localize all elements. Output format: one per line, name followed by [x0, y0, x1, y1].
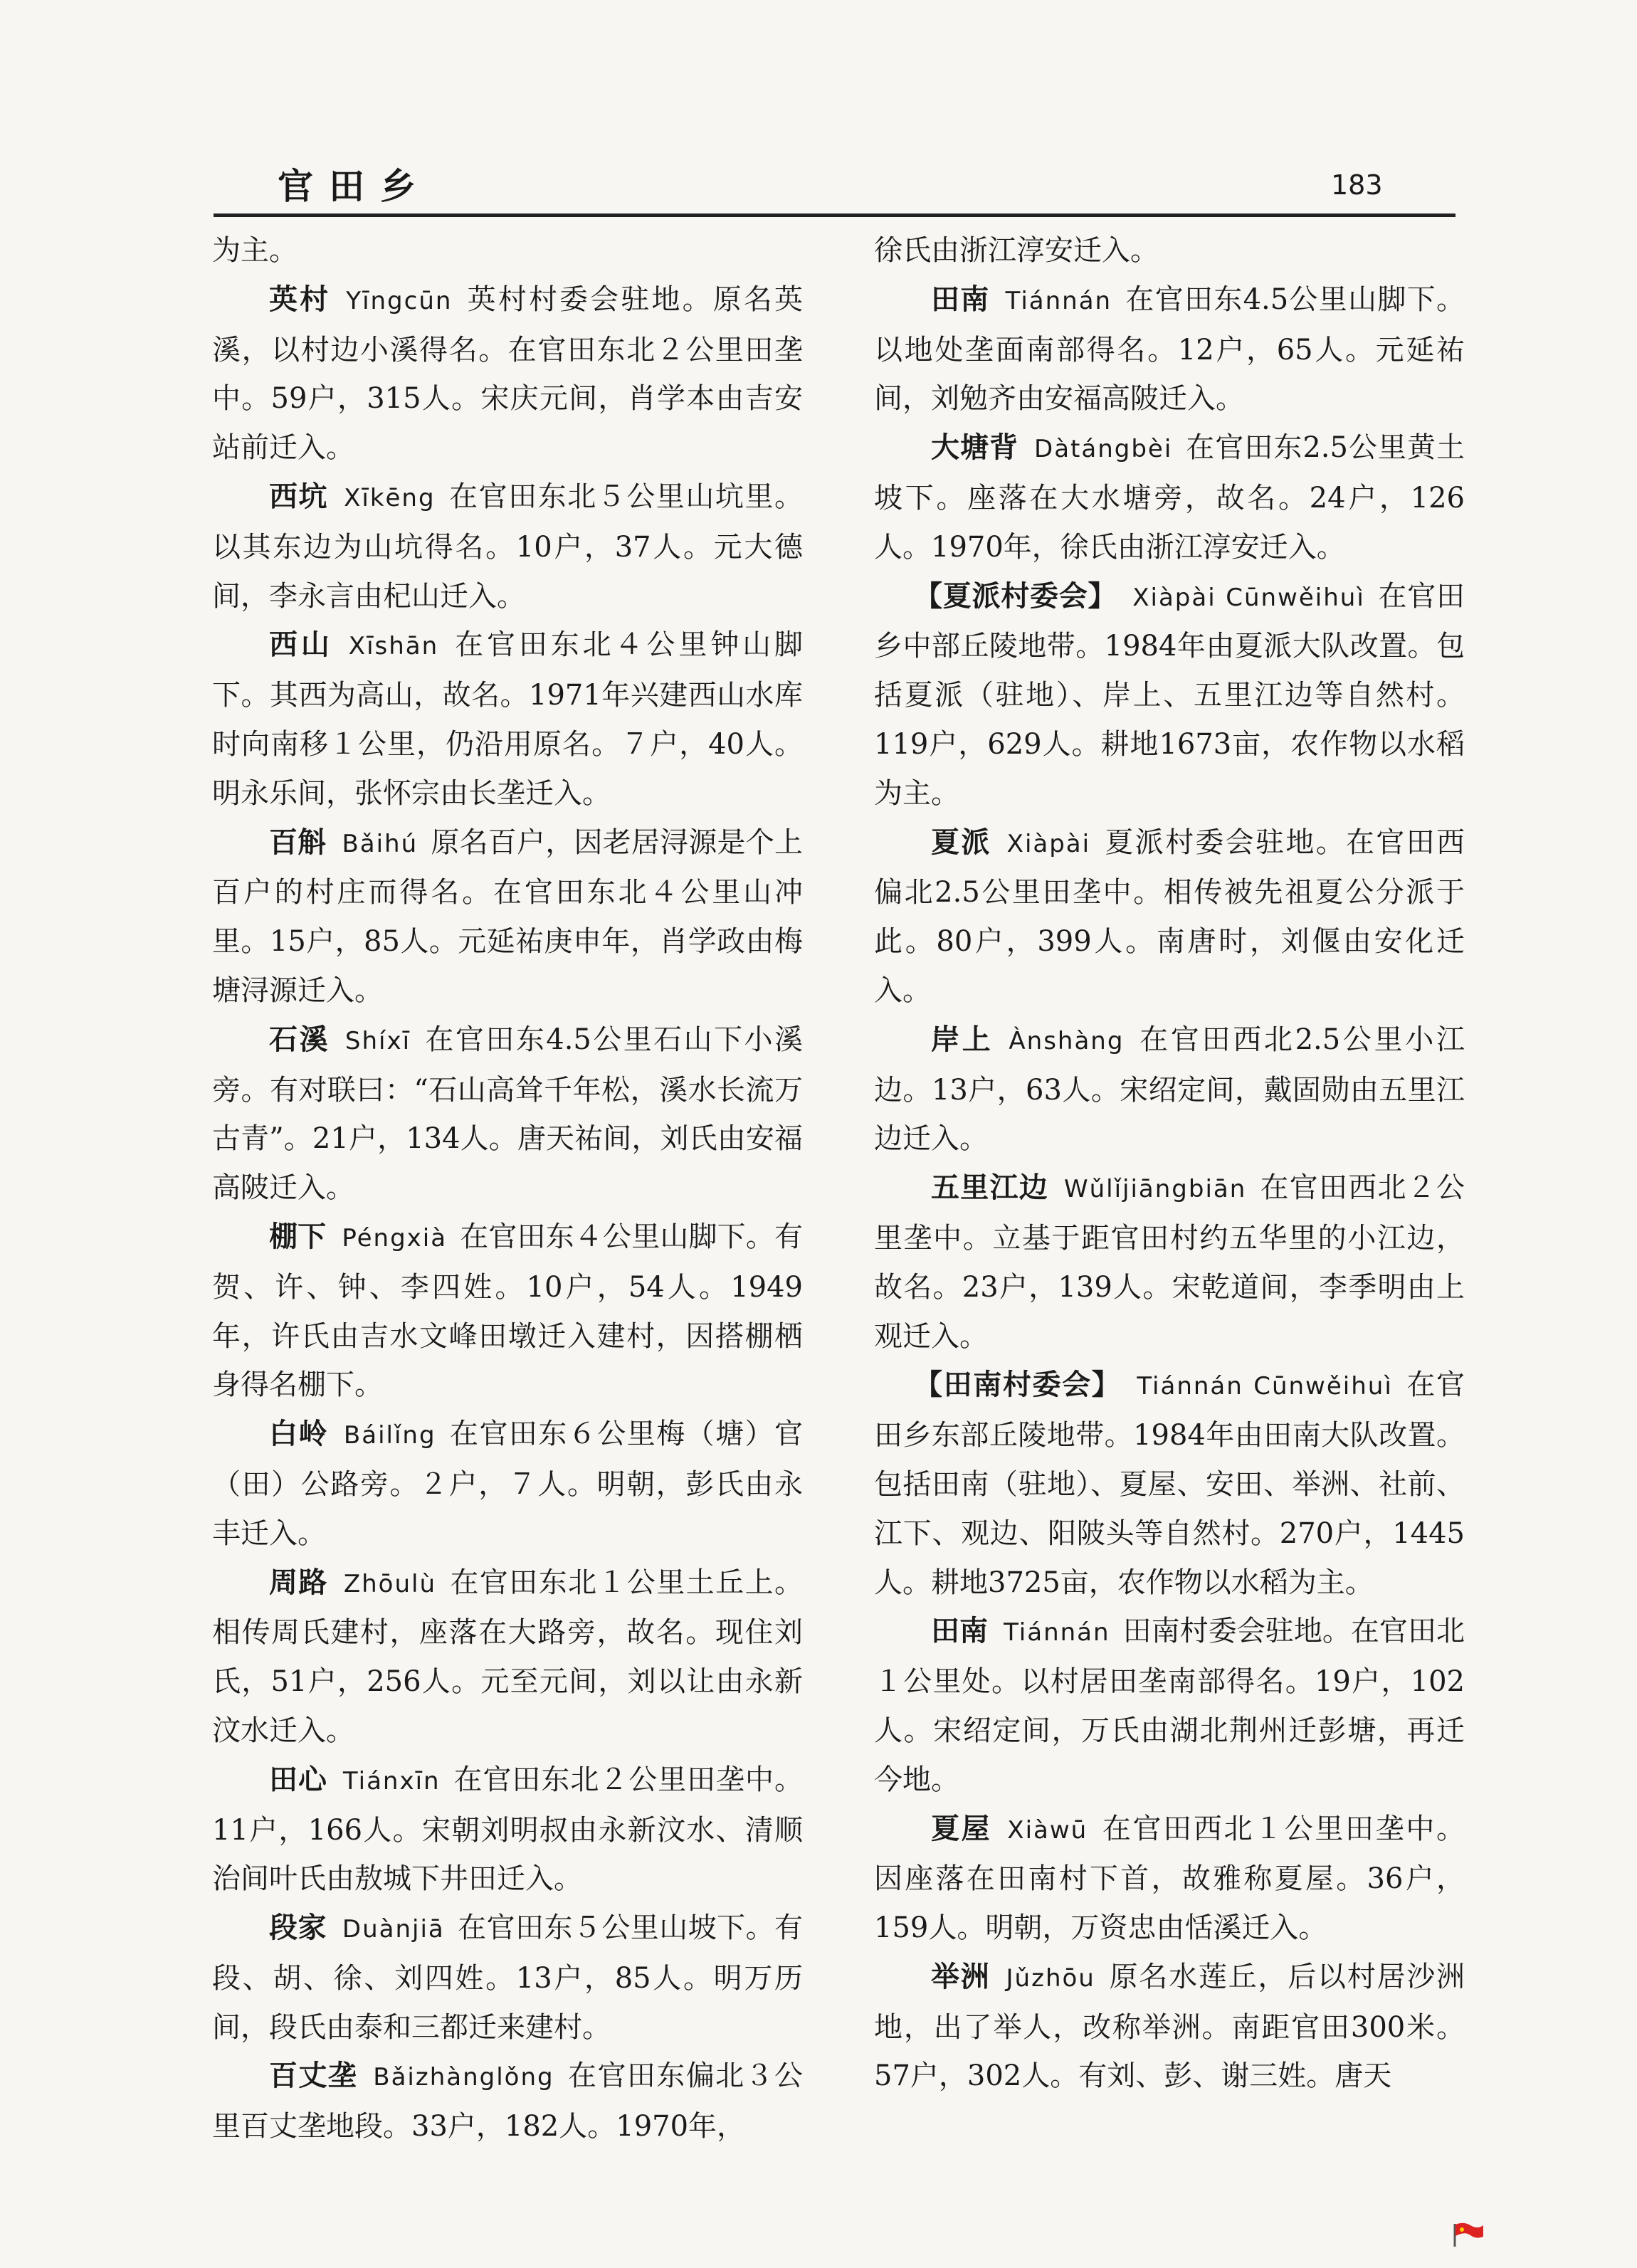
entry-pinyin: Xīkēng — [344, 483, 436, 512]
entry-name: 田心 — [269, 1763, 327, 1796]
entry-pinyin: Báilǐng — [343, 1421, 436, 1450]
entry-pinyin: Péngxià — [342, 1223, 448, 1252]
entry-name: 英村 — [269, 283, 331, 316]
entry-pinyin: Tiánnán — [1005, 286, 1112, 315]
flag-logo-icon — [1452, 2221, 1485, 2249]
entry-paragraph — [212, 226, 803, 275]
entry-text: 在官田东4.5公里石山下小溪旁。有对联曰：“石山高耸千年松，溪水长流万古青”。21户，134人。唐天祐间，刘氏由安福高陂迁入。 — [212, 1023, 803, 1205]
entry-text: 在官田乡中部丘陵地带。1984年由夏派大队改置。包括夏派（驻地）、岸上、五里江边等自然村。119户，629人。耕地1673亩，农作物以水稻为主。 — [874, 579, 1465, 810]
entry-pinyin: Wǔlǐjiāngbiān — [1063, 1175, 1247, 1204]
header-rule — [214, 213, 1456, 217]
entry-paragraph — [874, 275, 1465, 423]
entry-name: 【夏派村委会】 — [914, 579, 1117, 613]
entry-pinyin: Yīngcūn — [346, 286, 453, 315]
entry-text: 在官田东4.5公里山脚下。以地处垄面南部得名。12户，65人。元延祐间，刘勉齐由安福高陂迁入。 — [874, 283, 1465, 416]
entry-paragraph — [874, 1953, 1465, 2101]
entry-text: 在官田西北２公里垄中。立基于距官田村约五华里的小江边，故名。23户，139人。宋乾道间，李季明由上观迁入。 — [874, 1171, 1465, 1353]
entry-name: 西山 — [269, 628, 333, 662]
entry-name: 百斛 — [269, 826, 327, 859]
entry-name: 田南 — [931, 1615, 989, 1648]
entry-text: 在官田东北５公里山坑里。以其东边为山坑得名。10户，37人。元大德间，李永言由杞山迁入。 — [212, 480, 804, 613]
entry-pinyin: Tiánnán Cūnwěihuì — [1137, 1372, 1393, 1401]
entry-name: 白岭 — [269, 1418, 328, 1451]
entry-text: 夏派村委会驻地。在官田西偏北2.5公里田垄中。相传被先祖夏公分派于此。80户，399人。南唐时，刘偃由安化迁入。 — [874, 826, 1465, 1007]
entry-pinyin: Bǎizhànglǒng — [373, 2063, 554, 2092]
entry-text: 在官田西北１公里田垄中。因座落在田南村下首，故雅称夏屋。36户，159人。明朝，万资忠由恬溪迁入。 — [874, 1812, 1465, 1945]
entry-paragraph — [874, 1607, 1465, 1804]
entry-paragraph — [874, 226, 1465, 275]
entry-name: 段家 — [269, 1911, 327, 1945]
entry-text: 田南村委会驻地。在官田北１公里处。以村居田垄南部得名。19户，102人。宋绍定间，万氏由湖北荆州迁彭塘，再迁今地。 — [874, 1615, 1465, 1796]
entry-paragraph — [212, 275, 803, 473]
entry-text: 原名百户，因老居浔源是个上百户的村庄而得名。在官田东北４公里山冲里。15户，85人。元延祐庚申年，肖学政由梅塘浔源迁入。 — [212, 826, 803, 1007]
entry-name: 五里江边 — [931, 1171, 1048, 1205]
entry-name: 夏屋 — [931, 1812, 992, 1845]
entry-pinyin: Bǎihú — [342, 829, 419, 858]
entry-name: 岸上 — [931, 1023, 994, 1056]
entry-paragraph — [874, 572, 1465, 818]
entry-name: 举洲 — [931, 1960, 991, 1993]
entry-text: 为主。 — [212, 234, 298, 267]
entry-paragraph — [212, 473, 803, 621]
entry-text: 英村村委会驻地。原名英溪，以村边小溪得名。在官田东北２公里田垄中。59户，315人。宋庆元间，肖学本由吉安站前迁入。 — [212, 283, 804, 465]
entry-paragraph — [212, 621, 803, 818]
entry-pinyin: Xīshān — [348, 632, 439, 661]
page-number: 183 — [1331, 169, 1383, 201]
entry-pinyin: Xiàpài Cūnwěihuì — [1132, 583, 1365, 612]
entry-paragraph — [874, 1016, 1465, 1164]
entry-name: 大塘背 — [931, 431, 1019, 465]
entry-text: 在官田西北2.5公里小江边。13户，63人。宋绍定间，戴固勋由五里江边迁入。 — [874, 1023, 1465, 1156]
entry-pinyin: Ànshàng — [1009, 1026, 1125, 1055]
entry-paragraph — [212, 2052, 803, 2151]
entry-text: 在官田乡东部丘陵地带。1984年由田南大队改置。包括田南（驻地）、夏屋、安田、举洲、社前、江下、观边、阳陂头等自然村。270户，1445人。耕地3725亩，农作物以水稻为主。 — [874, 1368, 1465, 1599]
entry-paragraph — [212, 1558, 803, 1756]
entry-name: 夏派 — [931, 826, 991, 859]
entry-text: 在官田东北４公里钟山脚下。其西为高山，故名。1971年兴建西山水库时向南移１公里，仍沿用原名。７户，40人。明永乐间，张怀宗由长垄迁入。 — [212, 628, 804, 810]
entry-paragraph — [874, 423, 1465, 571]
entry-paragraph — [212, 1756, 803, 1904]
entry-pinyin: Duànjiā — [342, 1915, 445, 1944]
entry-name: 棚下 — [269, 1220, 327, 1253]
right-column — [874, 226, 1465, 2101]
entry-name: 田南 — [931, 283, 990, 316]
entry-pinyin: Jǔzhōu — [1006, 1963, 1095, 1993]
entry-text: 在官田东北２公里田垄中。11户，166人。宋朝刘明叔由永新汶水、清顺治间叶氏由敖城下井田迁入。 — [212, 1763, 804, 1896]
site-watermark — [1452, 2217, 1616, 2259]
entry-name: 石溪 — [269, 1023, 330, 1056]
page-header-title: 官田乡 — [278, 165, 431, 207]
entry-pinyin: Dàtángbèi — [1034, 435, 1173, 464]
entry-text: 原名水莲丘，后以村居沙洲地，出了举人，改称举洲。南距官田300米。57户，302人。有刘、彭、谢三姓。唐天 — [874, 1960, 1465, 2093]
entry-paragraph — [212, 1213, 803, 1410]
entry-paragraph — [874, 1361, 1465, 1607]
entry-pinyin: Zhōulù — [343, 1569, 437, 1598]
entry-paragraph — [212, 1904, 803, 2052]
entry-pinyin: Tiánnán — [1004, 1618, 1110, 1647]
entry-pinyin: Xiàwū — [1007, 1815, 1088, 1845]
entry-text: 在官田东４公里山脚下。有贺、许、钟、李四姓。10户，54人。1949年，许氏由吉水文峰田墩迁入建村，因搭棚栖身得名棚下。 — [212, 1220, 804, 1402]
entry-text: 在官田东2.5公里黄土坡下。座落在大水塘旁，故名。24户，126人。1970年，徐氏由浙江淳安迁入。 — [874, 431, 1465, 564]
entry-paragraph — [212, 1016, 803, 1213]
entry-text: 在官田东５公里山坡下。有段、胡、徐、刘四姓。13户，85人。明万历间，段氏由泰和三都迁来建村。 — [212, 1911, 804, 2044]
entry-paragraph — [874, 818, 1465, 1016]
left-column — [212, 226, 803, 2151]
entry-paragraph — [212, 1410, 803, 1558]
entry-text: 在官田东北１公里土丘上。相传周氏建村，座落在大路旁，故名。现住刘氏，51户，256人。元至元间，刘以让由永新汶水迁入。 — [212, 1566, 804, 1747]
entry-paragraph — [874, 1805, 1465, 1953]
entry-name: 百丈垄 — [269, 2059, 358, 2093]
entry-name: 西坑 — [269, 480, 329, 513]
entry-pinyin: Xiàpài — [1006, 829, 1091, 858]
entry-name: 【田南村委会】 — [914, 1368, 1122, 1402]
entry-name: 周路 — [269, 1566, 328, 1599]
entry-text: 在官田东６公里梅（塘）官（田）公路旁。２户，７人。明朝，彭氏由永丰迁入。 — [212, 1418, 804, 1550]
entry-text: 徐氏由浙江淳安迁入。 — [874, 234, 1159, 267]
entry-paragraph — [212, 818, 803, 1016]
entry-pinyin: Tiánxīn — [342, 1766, 441, 1795]
entry-text: 在官田东偏北３公里百丈垄地段。33户，182人。1970年， — [212, 2059, 803, 2143]
entry-paragraph — [874, 1164, 1465, 1361]
entry-pinyin: Shíxī — [344, 1026, 411, 1055]
